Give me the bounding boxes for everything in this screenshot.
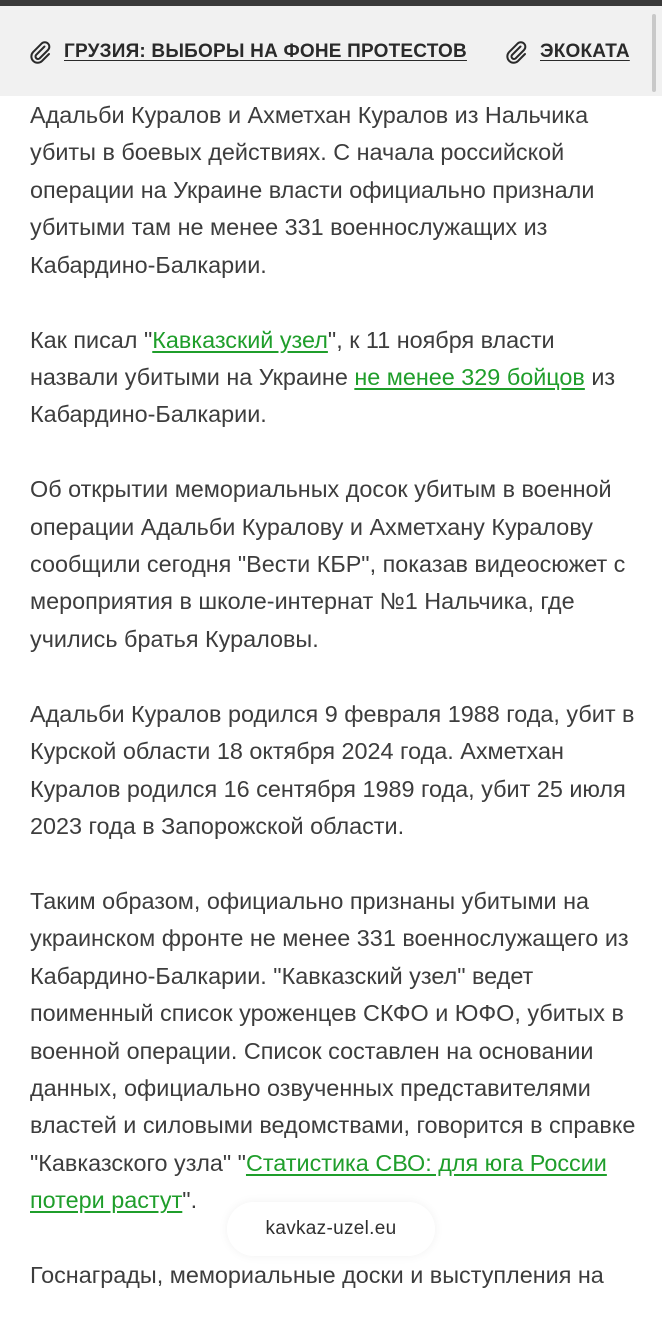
link-kavkaz-uzel[interactable]: Кавказский узел bbox=[152, 326, 328, 353]
text-span: ", к 11 ноября власти назвали убитыми на Украине bbox=[30, 326, 555, 390]
text-span: из Кабардино-Балкарии. bbox=[30, 363, 616, 428]
url-bar-pill[interactable] bbox=[227, 1202, 435, 1256]
paragraph-6: Госнаграды, мемориальные доски и выступления на bbox=[30, 1262, 604, 1289]
url-domain: kavkaz-uzel.eu bbox=[265, 1218, 397, 1239]
paragraph-4: Адальби Куралов родился 9 февраля 1988 года, убит в Курской области 18 октября 2024 года. Ахметхан Куралов родился 16 сентября 1989 года, убит 25 июля 2023 года в Запорожской области. bbox=[30, 700, 635, 839]
link-329-fighters[interactable]: не менее 329 бойцов bbox=[354, 363, 585, 390]
text-span: Таким образом, официально признаны убитыми на украинском фронте не менее 331 военнослужащего из Кабардино-Балкарии. "Кавказский узел" ведет поименный список уроженцев СКФО и ЮФО, убитых в военной операции. Список составлен на основании данных, официально озвученных представителями властей и силовыми ведомствами, говорится в справке "Кавказского узла" " bbox=[30, 887, 636, 1176]
article-body bbox=[30, 97, 640, 1332]
link-svo-statistics[interactable]: Статистика СВО: для юга России потери растут bbox=[30, 1149, 607, 1214]
text-span: Как писал " bbox=[30, 326, 153, 353]
paragraph-2 bbox=[30, 322, 640, 434]
scrollbar-thumb[interactable] bbox=[652, 14, 656, 92]
topic-label: ГРУЗИЯ: ВЫБОРЫ НА ФОНЕ ПРОТЕСТОВ bbox=[64, 41, 467, 62]
paragraph-5 bbox=[30, 883, 640, 1220]
paperclip-icon bbox=[28, 40, 52, 64]
topic-bar bbox=[0, 6, 662, 96]
topic-link-georgia[interactable] bbox=[28, 40, 467, 64]
topic-label: ЭКОКАТА bbox=[540, 41, 630, 62]
paperclip-icon bbox=[504, 40, 528, 64]
paragraph-1: Адальби Куралов и Ахметхан Куралов из Нальчика убиты в боевых действиях. С начала российской операции на Украине власти официально признали убитыми там не менее 331 военнослужащих из Кабардино-Балкарии. bbox=[30, 102, 595, 278]
paragraph-3: Об открытии мемориальных досок убитым в военной операции Адальби Куралову и Ахметхану Куралову сообщили сегодня "Вести КБР", показав видеосюжет с мероприятия в школе-интернат №1 Нальчика, где учились братья Кураловы. bbox=[30, 476, 626, 652]
topic-link-eco[interactable] bbox=[504, 40, 630, 64]
text-span: ". bbox=[182, 1187, 198, 1214]
